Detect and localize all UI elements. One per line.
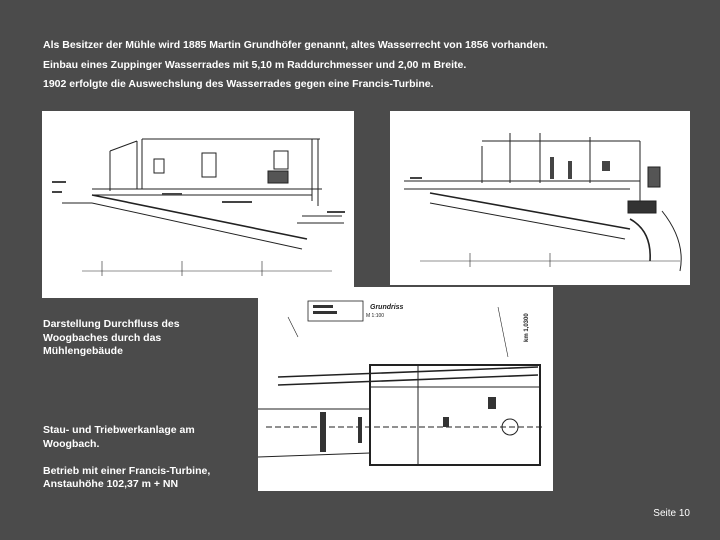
floorplan-title: Grundriss [370, 304, 404, 311]
caption-spacer [43, 451, 243, 465]
intro-line-owner: Als Besitzer der Mühle wird 1885 Martin Grundhöfer genannt, altes Wasserrecht von 1856 vorhanden. [43, 39, 548, 51]
caption-flow-line: Mühlengebäude [43, 345, 123, 357]
intro-text [43, 36, 693, 95]
caption-flow-line: Woogbaches durch das [43, 331, 162, 344]
section-drawing-waterwheel-svg [42, 111, 354, 298]
floorplan-drawing-svg [258, 287, 553, 491]
caption-flow [43, 318, 243, 359]
floorplan-scale: M 1:100 [366, 313, 385, 319]
caption-flow-line: Darstellung Durchfluss des [43, 318, 180, 330]
caption-plant [43, 424, 243, 492]
intro-line-turbine: 1902 erfolgte die Auswechslung des Wasserrades gegen eine Francis-Turbine. [43, 78, 434, 90]
intro-line-waterwheel: Einbau eines Zuppinger Wasserrades mit 5,10 m Raddurchmesser und 2,00 m Breite. [43, 58, 467, 71]
section-drawing-waterwheel [42, 111, 354, 298]
section-drawing-turbine [390, 111, 690, 285]
caption-turbine-line: Anstauhöhe 102,37 m + NN [43, 478, 179, 490]
section-drawing-turbine-svg [390, 111, 690, 285]
caption-turbine-line: Betrieb mit einer Francis-Turbine, [43, 464, 211, 477]
floorplan-drawing [258, 287, 553, 491]
caption-plant-line: Stau- und Triebwerkanlage am [43, 424, 195, 436]
floorplan-scale-vertical: km 1,0300 [524, 313, 530, 342]
caption-plant-line: Woogbach. [43, 437, 100, 450]
page-number: Seite 10 [653, 508, 690, 519]
